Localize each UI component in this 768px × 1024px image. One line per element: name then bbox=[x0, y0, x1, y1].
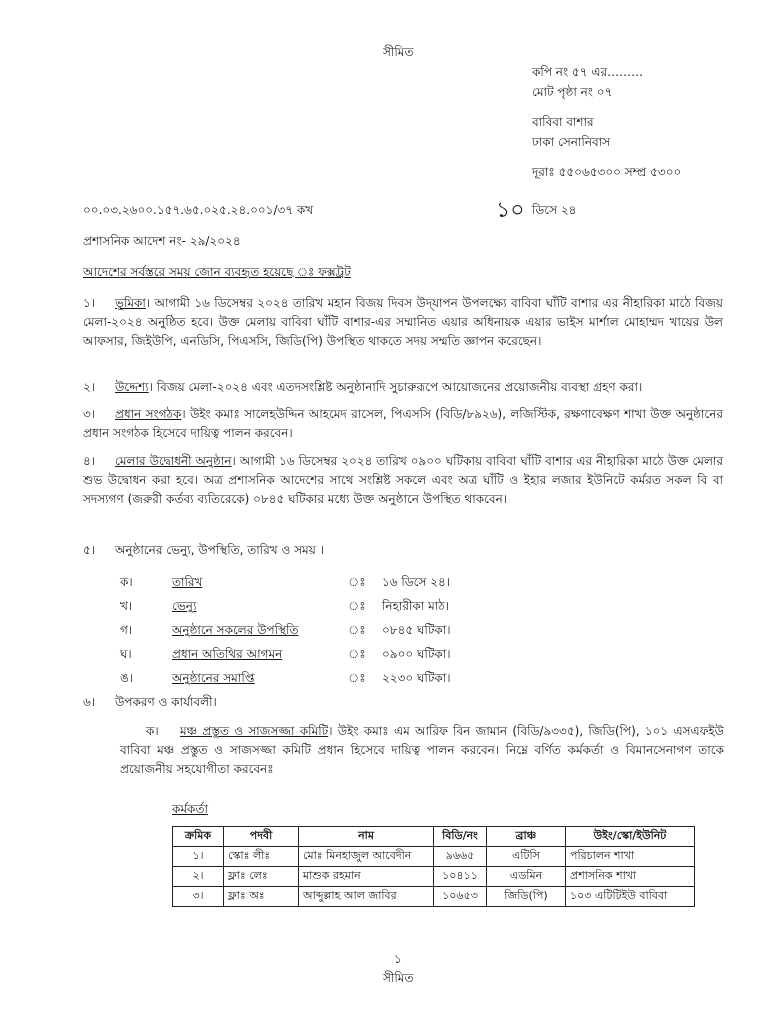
section-4 bbox=[83, 452, 723, 509]
section-number: ১। bbox=[83, 296, 96, 310]
section-heading-tail: । bbox=[315, 543, 324, 557]
table-header-row bbox=[173, 827, 695, 847]
item-colon: ঃ bbox=[348, 623, 366, 637]
item-value: ২২৩০ ঘটিকা। bbox=[382, 671, 451, 685]
item-key: ক। bbox=[120, 575, 133, 589]
cell-rank: ফ্লাঃ লেঃ bbox=[224, 867, 299, 887]
item-value: ০৮৪৫ ঘটিকা। bbox=[382, 623, 451, 637]
col-name: নাম bbox=[299, 827, 434, 847]
item-colon: ঃ bbox=[348, 671, 366, 685]
section-body: । আগামী ১৬ ডিসেম্বর ২০২৪ তারিখ ০৯০০ ঘটিকায় বাবিবা ঘাঁটি বাশার এর নীহারিকা মাঠে উক্ত মেলার শুভ উদ্বোধন করা হবে। অত্র প্রশাসনিক আদেশের সাথে সংশ্লিষ্ট সকলে এবং অত্র ঘাঁটি ও ইহার লজার ইউনিটে কর্মরত সকল বি বা সদস্যগণ (জরুরী কর্তব্য ব্যতিরেকে) ০৮৪৫ ঘটিকার মধ্যে উক্ত অনুষ্ঠানে উপস্থিত থাকবেন। bbox=[83, 454, 723, 506]
col-rank: পদবী bbox=[224, 827, 299, 847]
copy-number: কপি নং ৫৭ এর……… bbox=[532, 65, 644, 79]
section-body: । উইং কমাঃ সালেহউদ্দিন আহমেদ রাসেল, পিএসসি (বিডি/৮৯২৬), লজিস্টিক, রক্ষণাবেক্ষণ শাখা উক্ত অনুষ্ঠানের প্রধান সংগঠক হিসেবে দায়িত্ব পালন করবেন। bbox=[83, 407, 723, 440]
page-number: ১ bbox=[394, 952, 402, 966]
section-6 bbox=[83, 694, 217, 714]
item-key: ঘ। bbox=[120, 647, 132, 661]
org-location: ঢাকা সেনানিবাস bbox=[532, 135, 611, 149]
item-colon: ঃ bbox=[348, 647, 366, 661]
cell-branch: জিডি(পি) bbox=[487, 887, 566, 907]
section-heading: উপকরণ ও কার্যাবলী। bbox=[115, 695, 217, 709]
section-2 bbox=[83, 378, 723, 397]
officers-table bbox=[172, 826, 695, 907]
section-heading: উদ্দেশ্য bbox=[115, 380, 149, 394]
item-label: তারিখ bbox=[172, 575, 203, 589]
section-1 bbox=[83, 294, 723, 351]
col-unit: উইং/স্কো/ইউনিট bbox=[566, 827, 695, 847]
cell-bd-no: ১০৪১১ bbox=[434, 867, 487, 887]
section-body: । বিজয় মেলা-২০২৪ এবং এতদসংশ্লিষ্ট অনুষ্ঠানাদি সুচারুরূপে আয়োজনের প্রয়োজনীয় ব্যবস্থা গ্রহণ করা। bbox=[148, 380, 643, 394]
section-number: ২। bbox=[83, 380, 96, 394]
table-caption: কর্মকর্তা bbox=[172, 802, 208, 816]
cell-rank: স্কোঃ লীঃ bbox=[224, 847, 299, 867]
cell-name: মোঃ মিনহাজুল আবেদীন bbox=[299, 847, 434, 867]
cell-unit: প্রশাসনিক শাখা bbox=[566, 867, 695, 887]
org-name: বাবিবা বাশার bbox=[532, 115, 594, 129]
section-number: ৫। bbox=[83, 543, 96, 557]
table-row bbox=[173, 887, 695, 907]
item-label: ভেন্যু bbox=[172, 599, 197, 613]
item-value: নিহারীকা মাঠ। bbox=[382, 599, 449, 613]
bottom-classification: সীমিত bbox=[383, 971, 414, 985]
cell-name: আব্দুল্লাহ আল জাবির bbox=[299, 887, 434, 907]
order-title: প্রশাসনিক আদেশ নং- ২৯/২০২৪ bbox=[83, 234, 241, 248]
timezone-note: আদেশের সর্বস্তরে সময় জোন ব্যবহৃত হয়েছে ঃ ফক্সট্রট bbox=[83, 265, 351, 279]
item-label: অনুষ্ঠানে সকলের উপস্থিতি bbox=[172, 623, 299, 637]
section-number: ৩। bbox=[83, 407, 96, 421]
section-heading: প্রধান সংগঠক bbox=[115, 407, 182, 421]
col-serial: ক্রমিক bbox=[173, 827, 224, 847]
col-bd-no: বিডি/নং bbox=[434, 827, 487, 847]
cell-serial: ২। bbox=[173, 867, 224, 887]
cell-serial: ৩। bbox=[173, 887, 224, 907]
table-row bbox=[173, 847, 695, 867]
section-6-subsection-a bbox=[120, 722, 724, 779]
reference-number: ০০.০৩.২৬০০.১৫৭.৬৫.০২৫.২৪.০০১/৩৭ কখ bbox=[83, 203, 314, 217]
cell-serial: ১। bbox=[173, 847, 224, 867]
cell-branch: এটিসি bbox=[487, 847, 566, 867]
section-heading: ভূমিকা bbox=[115, 296, 146, 310]
cell-bd-no: ১০৬৫৩ bbox=[434, 887, 487, 907]
item-value: ১৬ ডিসে ২৪। bbox=[382, 575, 451, 589]
item-key: খ। bbox=[120, 599, 133, 613]
cell-unit: পরিচালন শাখা bbox=[566, 847, 695, 867]
phone-number: দূরাঃ ৫৫০৬৫৩০০ সম্প্র ৫৩০০ bbox=[532, 165, 682, 179]
section-heading: মেলার উদ্বোধনী অনুষ্ঠান bbox=[115, 454, 232, 468]
cell-unit: ১০৩ এটিটিইউ বাবিবা bbox=[566, 887, 695, 907]
table-row bbox=[173, 867, 695, 887]
subsection-body: । উইং কমাঃ এম আরিফ বিন জামান (বিডি/৯৩৩৫), জিডি(পি), ১০১ এসএফইউ বাবিবা মঞ্চ প্রস্তুত ও সাজসজ্জা কমিটি প্রধান হিসেবে দায়িত্ব পালন করবেন। নিম্নে বর্ণিত কর্মকর্তা ও বিমানসেনাগণ তাকে প্রয়োজনীয় সহযোগীতা করবেনঃ bbox=[120, 724, 725, 776]
item-key: ঙ। bbox=[120, 671, 134, 685]
cell-branch: এডমিন bbox=[487, 867, 566, 887]
item-value: ০৯০০ ঘটিকা। bbox=[382, 647, 451, 661]
section-3 bbox=[83, 405, 723, 443]
total-pages: মোট পৃষ্ঠা নং ০৭ bbox=[532, 85, 613, 99]
subsection-heading: মঞ্চ প্রস্তুত ও সাজসজ্জা কমিটি bbox=[180, 724, 329, 738]
item-key: গ। bbox=[120, 623, 133, 637]
section-heading: অনুষ্ঠানের ভেন্যু, উপস্থিতি, তারিখ ও সময় bbox=[115, 543, 316, 557]
subsection-key: ক। bbox=[146, 724, 159, 738]
top-classification: সীমিত bbox=[383, 45, 414, 59]
item-label: অনুষ্ঠানের সমাপ্তি bbox=[172, 671, 255, 685]
date-month: ডিসে ২৪ bbox=[532, 203, 577, 217]
item-colon: ঃ bbox=[348, 599, 366, 613]
item-colon: ঃ bbox=[348, 575, 366, 589]
section-number: ৬। bbox=[83, 695, 96, 709]
section-5 bbox=[83, 542, 324, 562]
section-number: ৪। bbox=[83, 454, 96, 468]
col-branch: ব্রাঞ্চ bbox=[487, 827, 566, 847]
cell-rank: ফ্লাঃ অঃ bbox=[224, 887, 299, 907]
cell-name: মাশুক রহমান bbox=[299, 867, 434, 887]
section-body: । আগামী ১৬ ডিসেম্বর ২০২৪ তারিখ মহান বিজয় দিবস উদ্‌যাপন উপলক্ষ্যে বাবিবা ঘাঁটি বাশার এর নীহারিকা মাঠে বিজয় মেলা-২০২৪ অনুষ্ঠিত হবে। উক্ত মেলায় বাবিবা ঘাঁটি বাশার-এর সম্মানিত এয়ার অধিনায়ক এয়ার ভাইস মার্শাল মোহাম্মদ খায়ের উল আফসার, জিইউপি, এনডিসি, পিএসসি, জিডি(পি) উপস্থিত থাকতে সদয় সম্মতি জ্ঞাপন করেছেন। bbox=[83, 296, 723, 348]
cell-bd-no: ৯৬৬৫ bbox=[434, 847, 487, 867]
date-day-handwritten: ১০ bbox=[496, 198, 525, 223]
item-label: প্রধান অতিথির আগমন bbox=[172, 647, 283, 661]
